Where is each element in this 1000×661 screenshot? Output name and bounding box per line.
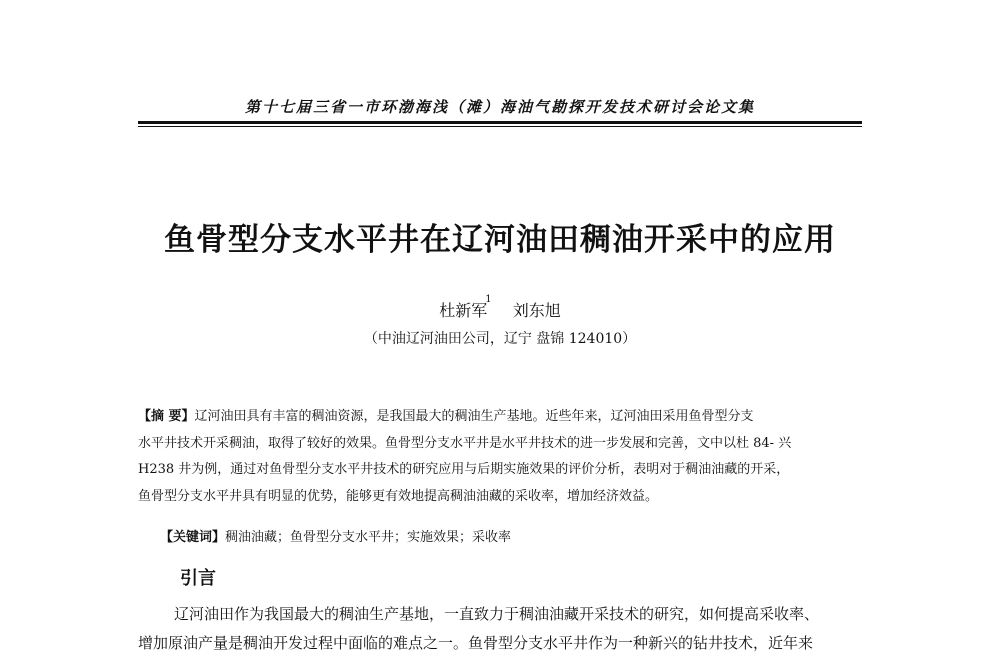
abstract (138, 404, 898, 510)
running-header: 第十七届三省一市环渤海浅（滩）海油气勘探开发技术研讨会论文集 (244, 98, 755, 116)
keywords-text: 稠油油藏；鱼骨型分支水平井；实施效果；采收率 (225, 530, 512, 545)
section-body (138, 600, 900, 658)
keywords-label: 【关键词】 (160, 530, 226, 545)
author-name-text: 杜新军 (439, 301, 488, 320)
section-heading: 引言 (180, 568, 216, 589)
author-name (439, 294, 492, 321)
header-rule-thick (138, 121, 862, 124)
abstract-line: 鱼骨型分支水平井具有明显的优势，能够更有效地提高稠油油藏的采收率，增加经济效益。 (138, 488, 659, 504)
affiliation: （中油辽河油田公司，辽宁 盘锦 124010） (363, 331, 637, 347)
abstract-line: 水平井技术开采稠油，取得了较好的效果。鱼骨型分支水平井是水平井技术的进一步发展和完善，文中以杜 84- 兴 (138, 435, 792, 451)
abstract-line (138, 404, 898, 431)
keywords (160, 526, 900, 545)
abstract-text: 辽河油田具有丰富的稠油资源，是我国最大的稠油生产基地。近些年来，辽河油田采用鱼骨型分支 (194, 409, 754, 424)
abstract-label: 【摘 要】 (138, 409, 195, 424)
abstract-line: H238 井为例，通过对鱼骨型分支水平井技术的研究应用与后期实施效果的评价分析，表明对于稠油油藏的开采， (138, 462, 790, 477)
author-footnote-mark: 1 (485, 294, 492, 305)
author-list (0, 294, 1000, 321)
paper-title: 鱼骨型分支水平井在辽河油田稠油开采中的应用 (164, 222, 836, 258)
author-name (513, 298, 561, 321)
author-name-text: 刘东旭 (512, 301, 561, 320)
body-line: 辽河油田作为我国最大的稠油生产基地，一直致力于稠油油藏开采技术的研究，如何提高采收率、 (174, 605, 820, 623)
body-line: 增加原油产量是稠油开发过程中面临的难点之一。鱼骨型分支水平井作为一种新兴的钻井技术，近年来 (138, 634, 814, 652)
header-rule-thin (138, 126, 862, 127)
